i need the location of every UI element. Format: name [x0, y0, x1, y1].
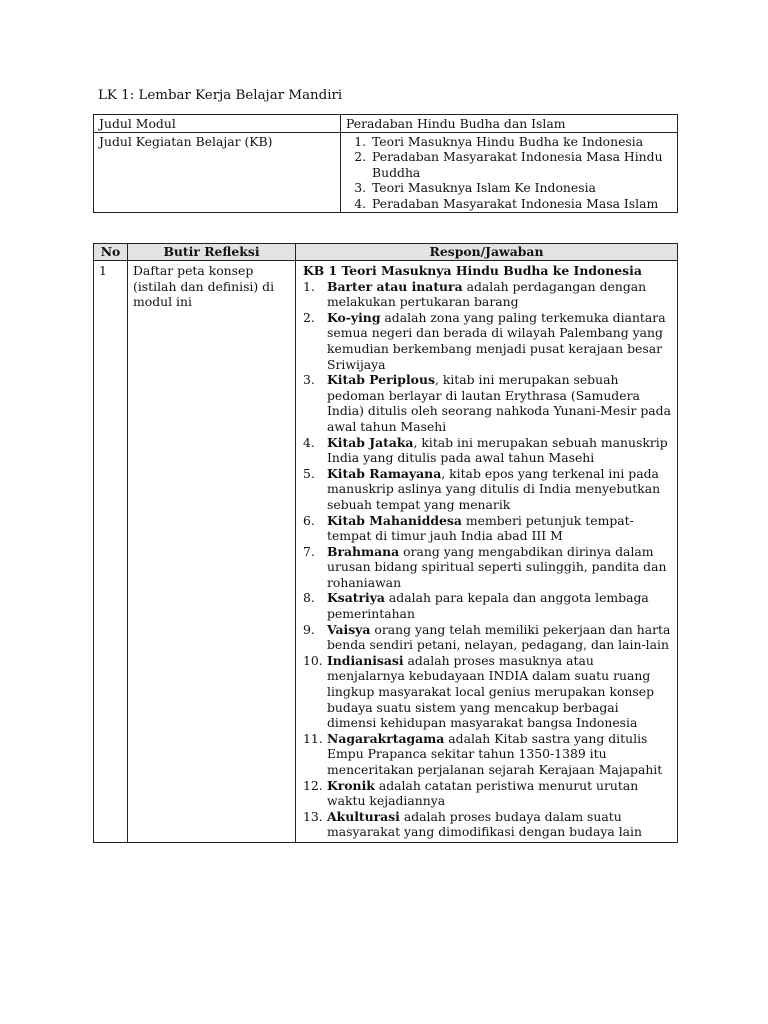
item-term: Akulturasi [327, 808, 400, 824]
item-term: Kitab Periplous [327, 372, 435, 388]
item-number: 2. [303, 309, 315, 325]
item-number: 8. [303, 590, 315, 606]
item-term: Ksatriya [327, 590, 385, 606]
item-definition: , kitab epos yang terkenal ini pada manuskrip aslinya yang ditulis di India menyebutkan sebuah tempat yang menarik [327, 465, 661, 512]
item-number: 10. [303, 652, 323, 668]
item-number: 7. [303, 543, 315, 559]
page-title: LK 1: Lembar Kerja Belajar Mandiri [98, 88, 343, 103]
item-number: 11. [303, 730, 323, 746]
item-definition: adalah catatan peristiwa menurut urutan waktu kejadiannya [327, 777, 639, 809]
module-label: Judul Modul [94, 115, 341, 133]
header-respon: Respon/Jawaban [296, 244, 678, 261]
item-definition: adalah proses masuknya atau menjalarnya kebudayaan INDIA dalam suatu ruang lingkup masyarakat local genius merupakan konsep budaya suatu sistem yang mencakup berbagai dimensi kehidupan masyarakat bangsa Indonesia [327, 652, 655, 731]
kb-list-cell [341, 132, 678, 212]
list-item [303, 622, 671, 653]
item-definition: , kitab ini merupakan sebuah manuskrip India yang ditulis pada awal tahun Masehi [327, 434, 668, 466]
list-item [303, 544, 671, 591]
item-definition: orang yang telah memiliki pekerjaan dan harta benda sendiri petani, nelayan, pedagang, dan lain-lain [327, 621, 671, 653]
list-item [303, 513, 671, 544]
list-item [303, 372, 671, 434]
row-number: 1 [94, 261, 128, 843]
item-number: 5. [303, 465, 315, 481]
row-respon [296, 261, 678, 843]
list-item [303, 809, 671, 840]
kb-item: 3. Teori Masuknya Islam Ke Indonesia [370, 180, 672, 196]
item-number: 6. [303, 512, 315, 528]
item-term: Ko-ying [327, 309, 381, 325]
item-definition: adalah Kitab sastra yang ditulis Empu Prapanca sekitar tahun 1350-1389 itu menceritakan perjalanan sejarah Kerajaan Majapahit [327, 730, 663, 777]
list-item [303, 731, 671, 778]
item-definition: adalah proses budaya dalam suatu masyarakat yang dimodifikasi dengan budaya lain [327, 808, 642, 840]
item-term: Kitab Mahaniddesa [327, 512, 462, 528]
kb-list [346, 134, 672, 212]
item-number: 13. [303, 808, 323, 824]
reflection-table [93, 243, 678, 843]
item-term: Vaisya [327, 621, 371, 637]
item-term: Kronik [327, 777, 375, 793]
list-item [303, 310, 671, 372]
item-number: 9. [303, 621, 315, 637]
item-term: Brahmana [327, 543, 400, 559]
kb-item: 1. Teori Masuknya Hindu Budha ke Indonesia [370, 134, 672, 150]
list-item [303, 590, 671, 621]
item-term: Kitab Ramayana [327, 465, 442, 481]
list-item [303, 653, 671, 731]
kb-item: 2. Peradaban Masyarakat Indonesia Masa Hindu Buddha [370, 149, 672, 180]
module-row [94, 115, 678, 133]
item-definition: memberi petunjuk tempat-tempat di timur jauh India abad III M [327, 512, 634, 544]
header-no: No [94, 244, 128, 261]
item-definition: , kitab ini merupakan sebuah pedoman berlayar di lautan Erythrasa (Samudera India) ditulis oleh seorang nahkoda Yunani-Mesir pada awal tahun Masehi [327, 372, 671, 434]
concept-list [303, 279, 671, 840]
module-value: Peradaban Hindu Budha dan Islam [341, 115, 678, 133]
item-definition: adalah zona yang paling terkemuka diantara semua negeri dan berada di wilayah Palembang yang kemudian berkembang menjadi pusat kerajaan besar Sriwijaya [327, 309, 666, 372]
item-term: Indianisasi [327, 652, 404, 668]
item-term: Nagarakrtagama [327, 730, 445, 746]
header-butir: Butir Refleksi [128, 244, 296, 261]
table-row [94, 261, 678, 843]
item-definition: orang yang mengabdikan dirinya dalam urusan bidang spiritual seperti sulinggih, pandita dan rohaniawan [327, 543, 667, 590]
kb-row [94, 132, 678, 212]
list-item [303, 435, 671, 466]
item-definition: adalah perdagangan dengan melakukan pertukaran barang [327, 278, 647, 310]
item-number: 12. [303, 777, 323, 793]
list-item [303, 466, 671, 513]
list-item [303, 778, 671, 809]
list-item [303, 279, 671, 310]
item-number: 1. [303, 278, 315, 294]
row-butir: Daftar peta konsep (istilah dan definisi) di modul ini [128, 261, 296, 843]
item-term: Kitab Jataka [327, 434, 414, 450]
kb-heading: KB 1 Teori Masuknya Hindu Budha ke Indonesia [303, 263, 642, 278]
kb-item: 4. Peradaban Masyarakat Indonesia Masa Islam [370, 196, 672, 212]
header-row [94, 244, 678, 261]
item-term: Barter atau inatura [327, 278, 463, 294]
module-info-table [93, 114, 678, 213]
kb-label: Judul Kegiatan Belajar (KB) [94, 132, 341, 212]
item-definition: adalah para kepala dan anggota lembaga pemerintahan [327, 590, 649, 622]
item-number: 3. [303, 372, 315, 388]
item-number: 4. [303, 434, 315, 450]
